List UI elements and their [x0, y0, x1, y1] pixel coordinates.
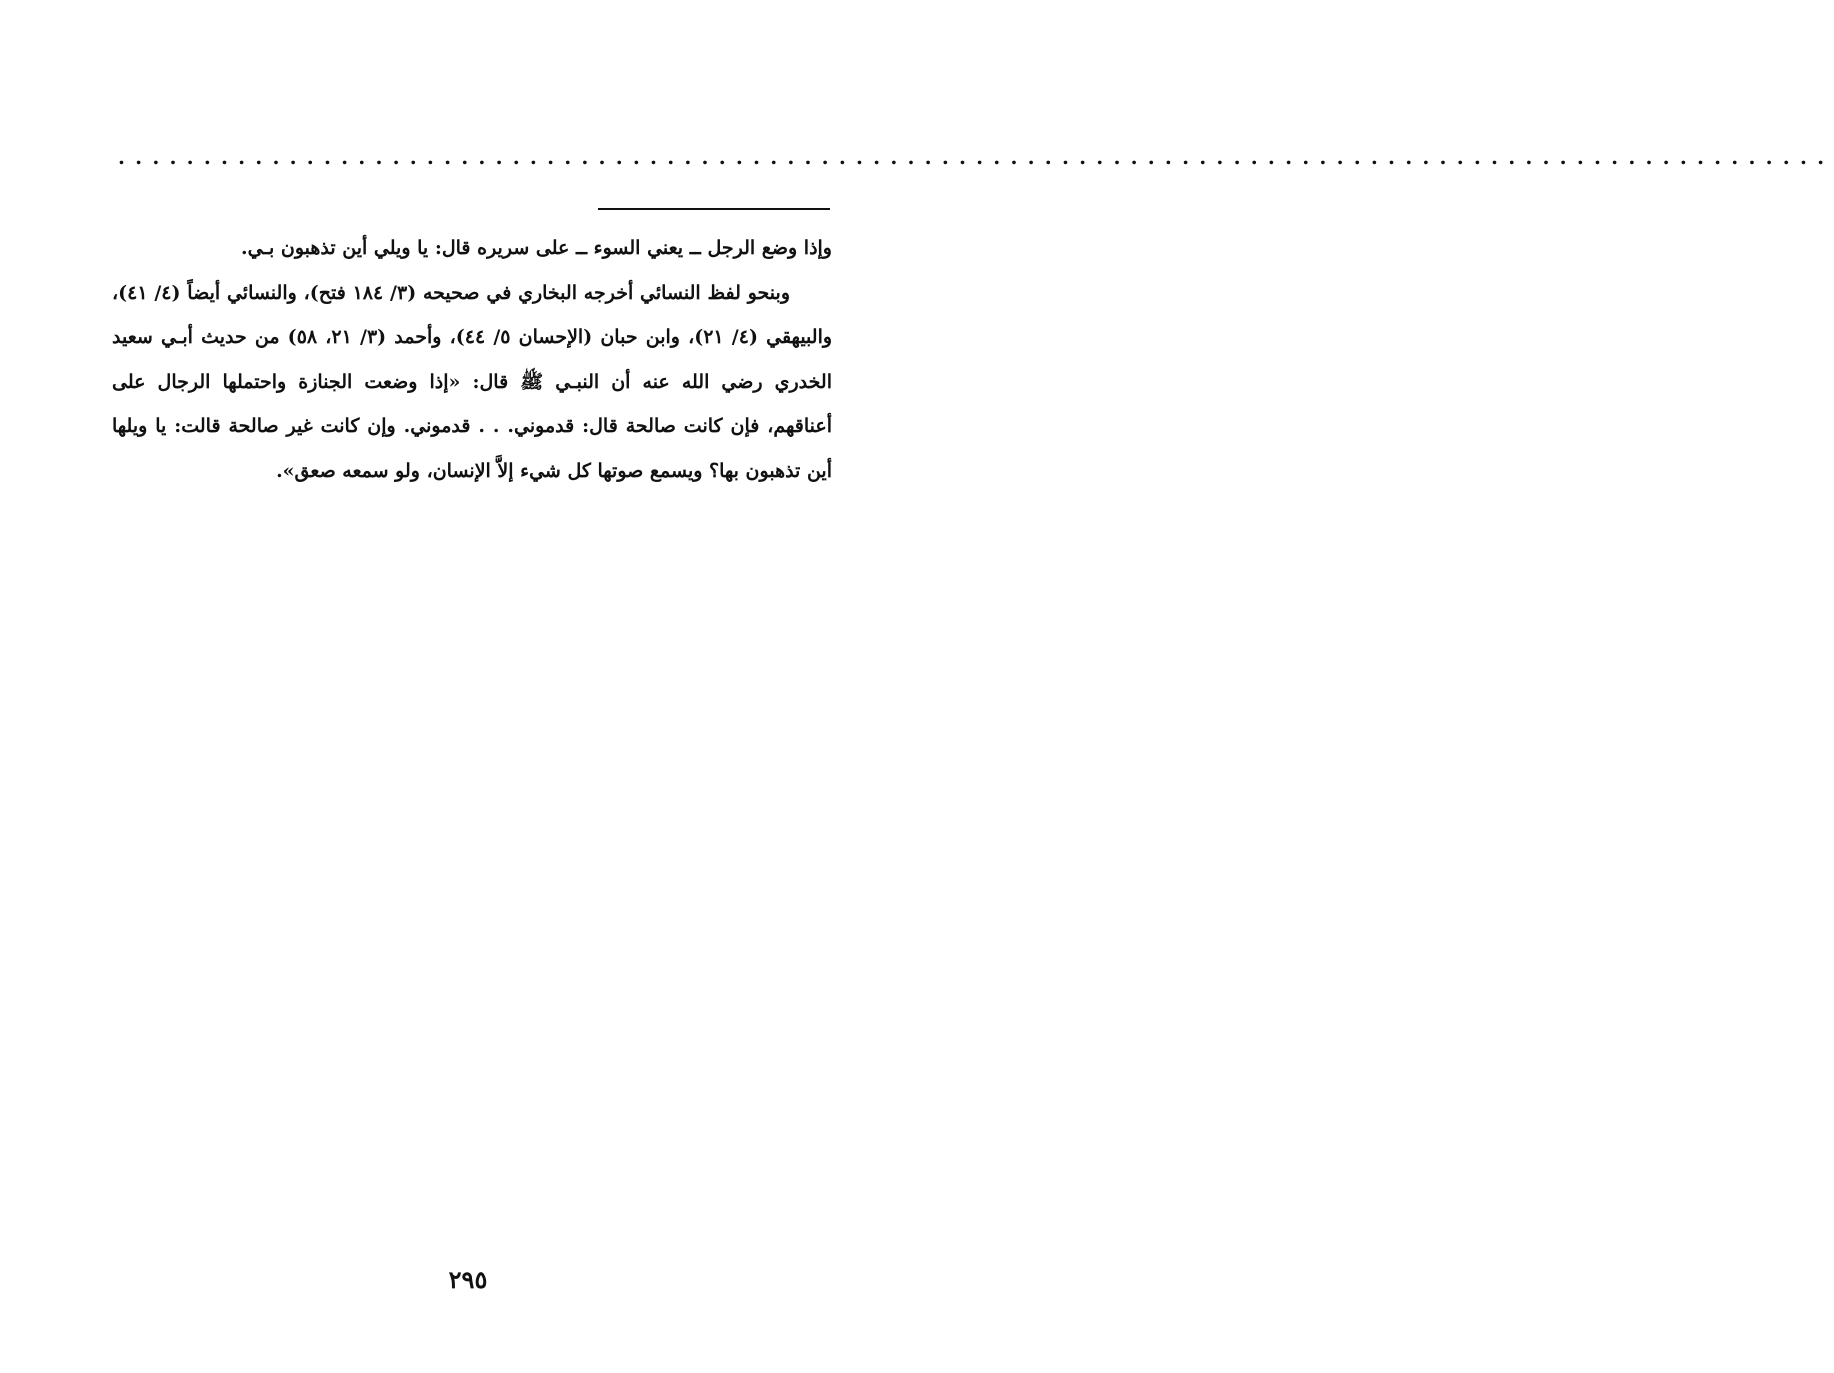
footnote-paragraph-2: وبنحو لفظ النسائي أخرجه البخاري في صحيحه (٣/ ١٨٤ فتح)، والنسائي أيضاً (٤/ ٤١)، والبيهقي (٤/ ٢١)، وابن حبان (الإحسان ٥/ ٤٤)، وأحمد (٣/ ٢١، ٥٨) من حديث أبـي سعيد الخدري رضي الله عنه أن النبـي ﷺ قال: «إذا وضعت الجنازة واحتملها الرجال على أعناقهم، فإن كانت صالحة قال: قدموني. . . قدموني. وإن كانت غير صالحة قالت: يا ويلها أين تذهبون بها؟ ويسمع صوتها كل شيء إلاَّ الإنسان، ولو سمعه صعق».: [112, 281, 833, 482]
footnote-divider: [598, 208, 830, 210]
page-number: ٢٩٥: [448, 1265, 488, 1294]
section-separator-dots: ....................................................................................................: [118, 145, 1834, 169]
footnote-text: [112, 226, 832, 494]
footnote-line-1: وإذا وضع الرجل ــ يعني السوء ــ على سريره قال: يا ويلي أين تذهبون بـي.: [240, 237, 832, 259]
